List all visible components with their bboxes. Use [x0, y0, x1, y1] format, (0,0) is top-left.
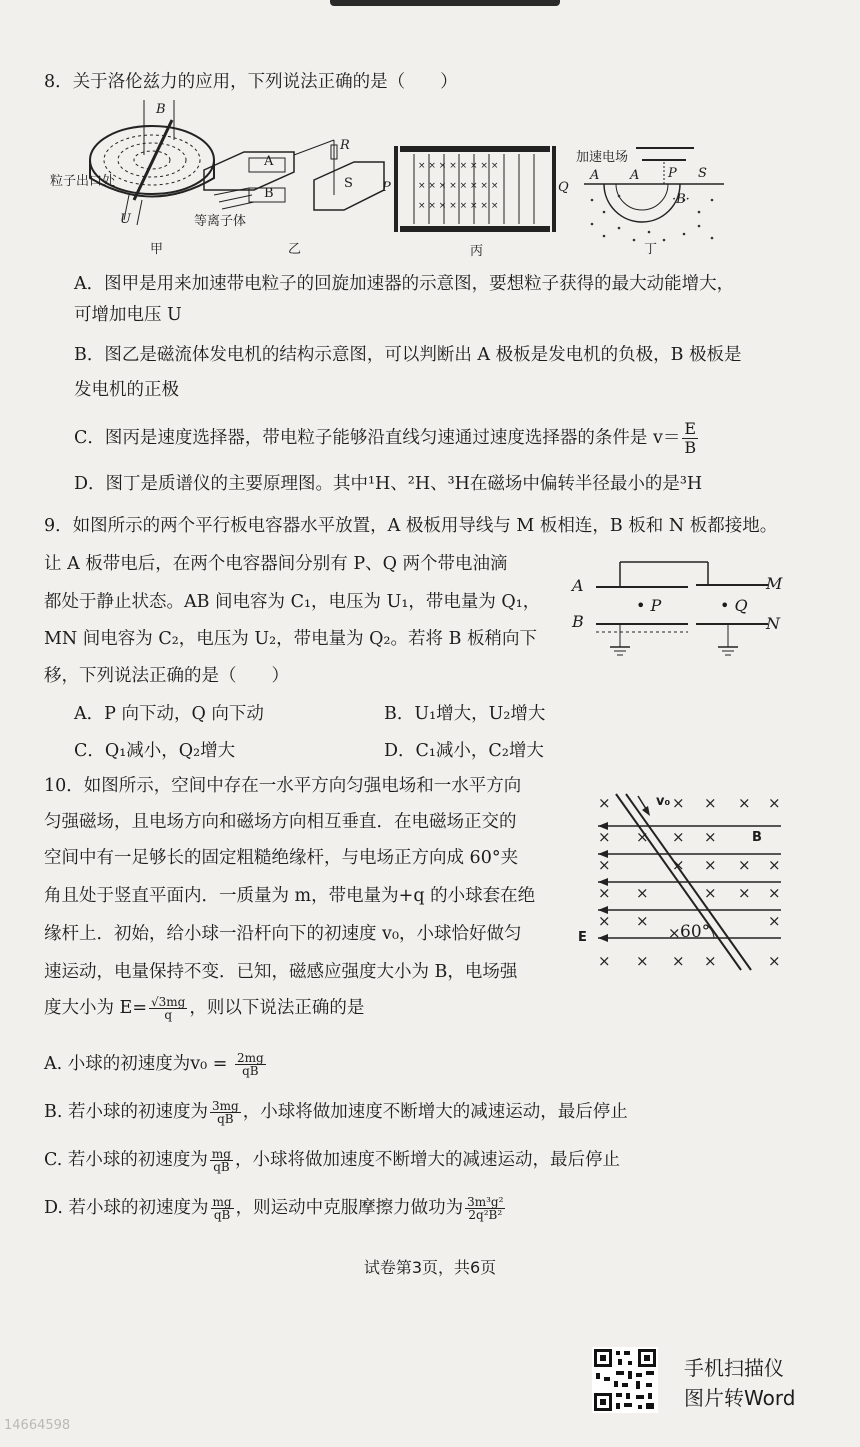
label-jia: 甲: [150, 242, 164, 257]
svg-text:×: ×: [672, 828, 685, 846]
q9-option-d: D．C₁减小，C₂增大: [384, 741, 544, 761]
q9-line1: 9．如图所示的两个平行板电容器水平放置，A 极板用导线与 M 板相连，B 板和 N 板都接地。: [44, 516, 778, 536]
label-b-ding: ·B·: [672, 192, 690, 207]
q9-line4: MN 间电容为 C₂，电压为 U₂，带电量为 Q₂。若将 B 板稍向下: [44, 629, 537, 649]
svg-text:×: ×: [598, 952, 611, 970]
svg-text:×: ×: [768, 952, 781, 970]
label-b-plate: B: [264, 186, 274, 201]
label-plate-n: N: [766, 614, 780, 633]
q9-line3: 都处于静止状态。AB 间电容为 C₁，电压为 U₁，带电量为 Q₁，: [44, 592, 541, 612]
svg-text:×: ×: [598, 828, 611, 846]
label-r: R: [340, 138, 350, 153]
q10-work-fraction: [465, 1196, 505, 1221]
brand-line1: 手机扫描仪: [684, 1356, 784, 1380]
fraction-denominator: qB: [213, 1160, 230, 1174]
q10-line1: 10．如图所示，空间中存在一水平方向匀强电场和一水平方向: [44, 776, 522, 796]
fraction-denominator: qB: [213, 1208, 231, 1222]
scan-edge: [330, 0, 560, 6]
svg-text:×: ×: [738, 794, 751, 812]
fraction-numerator: 3mg: [212, 1099, 239, 1113]
q10-option-a-text: A. 小球的初速度为v₀ =: [44, 1054, 233, 1074]
q10-field-figure: [576, 790, 790, 980]
label-e-field: E: [578, 930, 587, 945]
svg-text:×: ×: [704, 794, 717, 812]
q10-option-d: [44, 1196, 507, 1221]
label-q: Q: [558, 180, 569, 195]
q10-option-d-start: D. 若小球的初速度为: [44, 1198, 209, 1218]
label-angle: 60°: [680, 922, 711, 942]
label-s: S: [344, 176, 353, 191]
q8-option-a-line1: A．图甲是用来加速带电粒子的回旋加速器的示意图，要想粒子获得的最大动能增大，: [74, 274, 735, 294]
q10-option-b-fraction: [210, 1100, 241, 1125]
svg-text:×: ×: [768, 794, 781, 812]
q8-option-a-line2: 可增加电压 U: [74, 305, 182, 325]
label-accel-field: 加速电场: [576, 150, 629, 165]
q10-option-c-start: C. 若小球的初速度为: [44, 1150, 208, 1170]
svg-text:×: ×: [704, 952, 717, 970]
label-p: P: [382, 180, 391, 195]
q10-option-c-end: ，小球将做加速度不断增大的减速运动，最后停止: [234, 1150, 620, 1170]
fraction-denominator: qB: [242, 1064, 259, 1078]
q10-line4: 角且处于竖直平面内．一质量为 m，带电量为+q 的小球套在绝: [44, 886, 536, 906]
mhd-generator-diagram: [204, 140, 384, 210]
q10-option-b-start: B. 若小球的初速度为: [44, 1102, 208, 1122]
svg-text:×: ×: [668, 924, 681, 942]
svg-text:×: ×: [636, 884, 649, 902]
label-plasma: 等离子体: [194, 214, 247, 229]
fraction-numerator: mg: [211, 1147, 231, 1161]
label-a1: A: [590, 168, 600, 183]
q10-option-b-end: ，小球将做加速度不断增大的减速运动，最后停止: [242, 1102, 628, 1122]
q10-line6: 速运动，电量保持不变．已知，磁感应强度大小为 B，电场强: [44, 962, 518, 982]
svg-text:× × × × × × × ×: × × × × × × × ×: [418, 201, 499, 211]
q10-option-d-fraction: [211, 1196, 234, 1221]
svg-text:×: ×: [672, 856, 685, 874]
q8-figures: [44, 100, 724, 260]
q9-option-c: C．Q₁减小，Q₂增大: [74, 741, 236, 761]
q10-option-c: [44, 1148, 620, 1173]
label-u: U: [120, 212, 131, 227]
q10-line7: [44, 996, 364, 1021]
label-a2: A: [630, 168, 640, 183]
label-p-ding: P: [668, 166, 677, 181]
watermark-number: 14664598: [4, 1418, 71, 1433]
q10-option-a: [44, 1052, 268, 1077]
svg-text:×: ×: [636, 952, 649, 970]
label-b-field: B: [752, 830, 762, 845]
q10-line2: 匀强磁场，且电场方向和磁场方向相互垂直．在电磁场正交的: [44, 812, 517, 832]
fraction-denominator: B: [684, 438, 697, 457]
svg-text:×: ×: [672, 952, 685, 970]
fraction-denominator: qB: [217, 1112, 234, 1126]
svg-text:×: ×: [768, 856, 781, 874]
svg-text:×: ×: [768, 912, 781, 930]
q9-option-a: A．P 向下动，Q 向下动: [74, 704, 264, 724]
q8-option-c-fraction: [682, 420, 698, 457]
label-plate-b: B: [572, 612, 584, 631]
fraction-numerator: E: [682, 420, 698, 439]
label-v0: v₀: [656, 794, 671, 809]
q8-option-d: D．图丁是质谱仪的主要原理图。其中¹H、²H、³H在磁场中偏转半径最小的是³H: [74, 474, 703, 494]
q10-option-a-fraction: [235, 1052, 266, 1077]
svg-text:×: ×: [768, 884, 781, 902]
svg-text:×: ×: [598, 794, 611, 812]
svg-text:×: ×: [738, 856, 751, 874]
fraction-numerator: 3m³g²: [467, 1195, 504, 1209]
q9-line2: 让 A 板带电后，在两个电容器间分别有 P、Q 两个带电油滴: [44, 554, 508, 574]
svg-text:×: ×: [672, 794, 685, 812]
svg-text:× × × × × × × ×: × × × × × × × ×: [418, 181, 499, 191]
label-yi: 乙: [288, 242, 302, 257]
q10-line5: 缘杆上．初始，给小球一沿杆向下的初速度 v₀，小球恰好做匀: [44, 924, 522, 944]
q8-option-b-line1: B．图乙是磁流体发电机的结构示意图，可以判断出 A 极板是发电机的负极，B 极板是: [74, 345, 742, 365]
fraction-denominator: 2q²B²: [468, 1208, 503, 1222]
svg-text:×: ×: [704, 828, 717, 846]
svg-text:×: ×: [598, 884, 611, 902]
q10-option-d-middle: ，则运动中克服摩擦力做功为: [235, 1198, 464, 1218]
label-b-jia: B: [156, 102, 166, 117]
svg-text:×: ×: [738, 884, 751, 902]
svg-text:×: ×: [704, 884, 717, 902]
cyclotron-diagram: [90, 100, 214, 225]
label-particle-exit: 粒子出口处: [50, 174, 116, 189]
label-plate-m: M: [766, 574, 783, 593]
fraction-denominator: q: [164, 1008, 173, 1022]
q8-option-b-line2: 发电机的正极: [74, 380, 179, 400]
fraction-numerator: √3mg: [151, 995, 186, 1009]
svg-text:× × × × × × × ×: × × × × × × × ×: [418, 161, 499, 171]
brand-line2: 图片转Word: [684, 1386, 796, 1410]
svg-text:×: ×: [704, 856, 717, 874]
q10-line7-start: 度大小为 E=: [44, 998, 148, 1018]
fraction-numerator: 2mg: [236, 1051, 264, 1065]
q8-title: 8．关于洛伦兹力的应用，下列说法正确的是（ ）: [44, 72, 458, 92]
q8-option-c-text: C．图丙是速度选择器，带电粒子能够沿直线匀速通过速度选择器的条件是 v＝: [74, 428, 681, 448]
q10-e-fraction: [149, 996, 187, 1021]
label-plate-a: A: [572, 576, 584, 595]
label-s-ding: S: [698, 166, 707, 181]
label-bing: 丙: [470, 244, 484, 259]
q9-line5: 移，下列说法正确的是（ ）: [44, 666, 289, 686]
q10-line3: 空间中有一足够长的固定粗糙绝缘杆，与电场正方向成 60°夹: [44, 848, 519, 868]
svg-text:×: ×: [636, 912, 649, 930]
q10-option-b: [44, 1100, 628, 1125]
page-footer: 试卷第3页，共6页: [363, 1258, 497, 1277]
velocity-selector-diagram: [394, 146, 556, 232]
svg-text:×: ×: [636, 828, 649, 846]
label-droplet-q: • Q: [720, 596, 748, 615]
svg-text:×: ×: [598, 912, 611, 930]
fraction-numerator: mg: [212, 1195, 232, 1209]
label-a-plate: A: [264, 154, 274, 169]
label-droplet-p: • P: [636, 596, 662, 615]
svg-text:×: ×: [598, 856, 611, 874]
qr-code-icon: [592, 1347, 658, 1413]
q9-option-b: B．U₁增大，U₂增大: [384, 704, 546, 724]
q8-option-c: [74, 420, 700, 457]
q10-line7-end: ，则以下说法正确的是: [189, 998, 365, 1018]
label-ding: 丁: [644, 242, 658, 257]
q10-option-c-fraction: [210, 1148, 233, 1173]
q9-capacitor-figure: [568, 552, 788, 672]
